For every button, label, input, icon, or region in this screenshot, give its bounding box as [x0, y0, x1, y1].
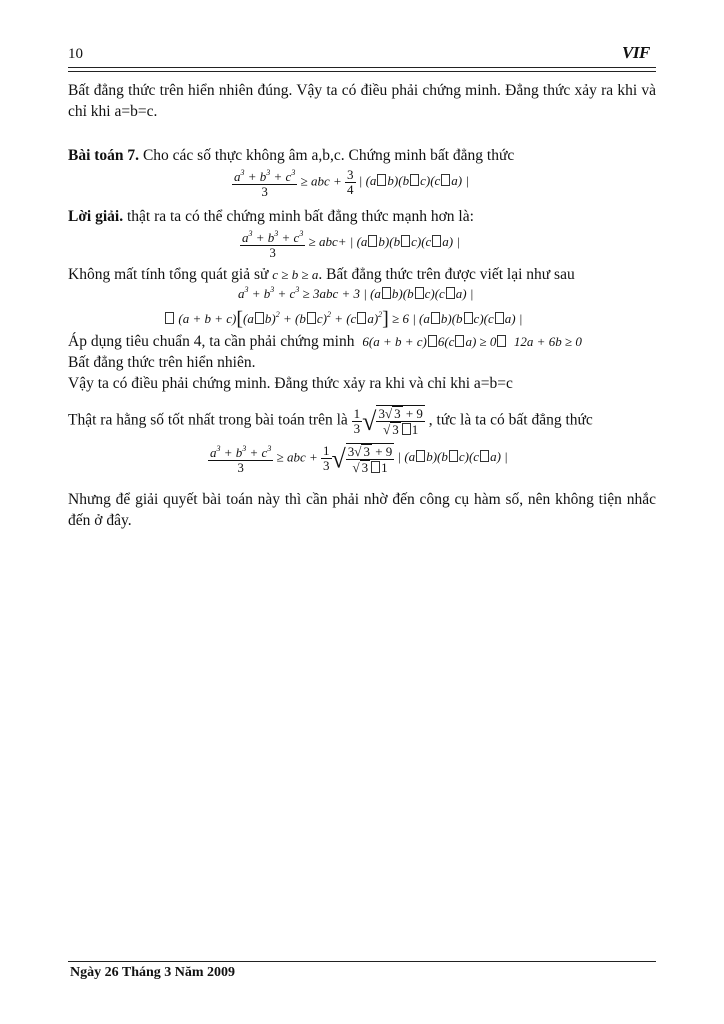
paragraph-apply: Áp dụng tiêu chuẩn 4, ta cần phải chứng minh 6(a + b + c) 6(c a) ≥ 0 12a + 6b ≥ 0 — [68, 333, 582, 350]
wlog-condition: c ≥ b ≥ a — [272, 267, 319, 282]
paragraph: Bất đẳng thức trên hiển nhiên đúng. Vậy ta có điều phải chứng minh. Đẳng thức xảy ra khi và chỉ khi a=b=c. — [68, 82, 656, 120]
equation-2: $\frac{a^3 + b^3 + c^3}{3}$ ≥ abc+ | (a b)(b c)(c a) | — [242, 229, 460, 260]
paragraph-wlog: Không mất tính tổng quát giả sử c ≥ b ≥ a. Bất đẳng thức trên được viết lại như sau — [68, 266, 575, 283]
problem-label: Bài toán 7. — [68, 147, 140, 164]
equation-3: $a^3 + b^3 + c^3 \ge 3abc + 3$ | (a b)(b c)(c a) | — [238, 285, 474, 301]
paragraph: Nhưng để giải quyết bài toán này thì cần phải nhờ đến công cụ hàm số, nên không tiện nhắc đến ở đây. — [68, 491, 656, 529]
footer-date: Ngày 26 Tháng 3 Năm 2009 — [70, 965, 236, 980]
equation-4: (a + b + c)[(a b)$^2$ + (b c)$^2$ + (c a)$^2$] ≥ 6 | (a b)(b c)(c a) | — [164, 308, 522, 331]
solution-text: thật ra ta có thể chứng minh bất đẳng thức mạnh hơn là: — [123, 208, 474, 225]
problem-statement — [68, 145, 656, 166]
footer-rule — [68, 961, 656, 962]
paragraph-best-constant: Thật ra hằng số tốt nhất trong bài toán trên là $\frac{1}{3}$ √ $\frac{3√ 3 + 9}{√ 3 1}$ , tức là ta có bất đẳng thức — [68, 405, 593, 437]
header-logo: VIF — [622, 43, 650, 62]
equation-1: $\frac{a^3 + b^3 + c^3}{3}$ ≥ abc + $\frac{3}{4}$ | (a b)(b c)(c a) | — [234, 167, 469, 199]
paragraph: Bất đẳng thức trên hiển nhiên. — [68, 354, 256, 371]
inline-math-constant: $\frac{1}{3}$ √ $\frac{3√ 3 + 9}{√ 3 1}$ — [353, 405, 423, 437]
inline-math-apply: 6(a + b + c) 6(c a) ≥ 0 12a + 6b ≥ 0 — [362, 334, 582, 349]
paragraph: Vậy ta có điều phải chứng minh. Đẳng thức xảy ra khi và chỉ khi a=b=c — [68, 375, 513, 392]
header-rule — [68, 71, 656, 72]
header-rule — [68, 67, 656, 68]
equation-5: $\frac{a^3 + b^3 + c^3}{3}$ ≥ abc + $\frac{1}{3}$ √ $\frac{3√ 3 + 9}{√ 3 1}$ | (a b)(b c)(c a) | — [210, 443, 508, 475]
problem-text: Cho các số thực không âm a,b,c. Chứng minh bất đẳng thức — [139, 147, 515, 164]
solution-label: Lời giải. — [68, 208, 124, 225]
solution-intro — [68, 206, 656, 227]
page-number: 10 — [68, 46, 83, 62]
